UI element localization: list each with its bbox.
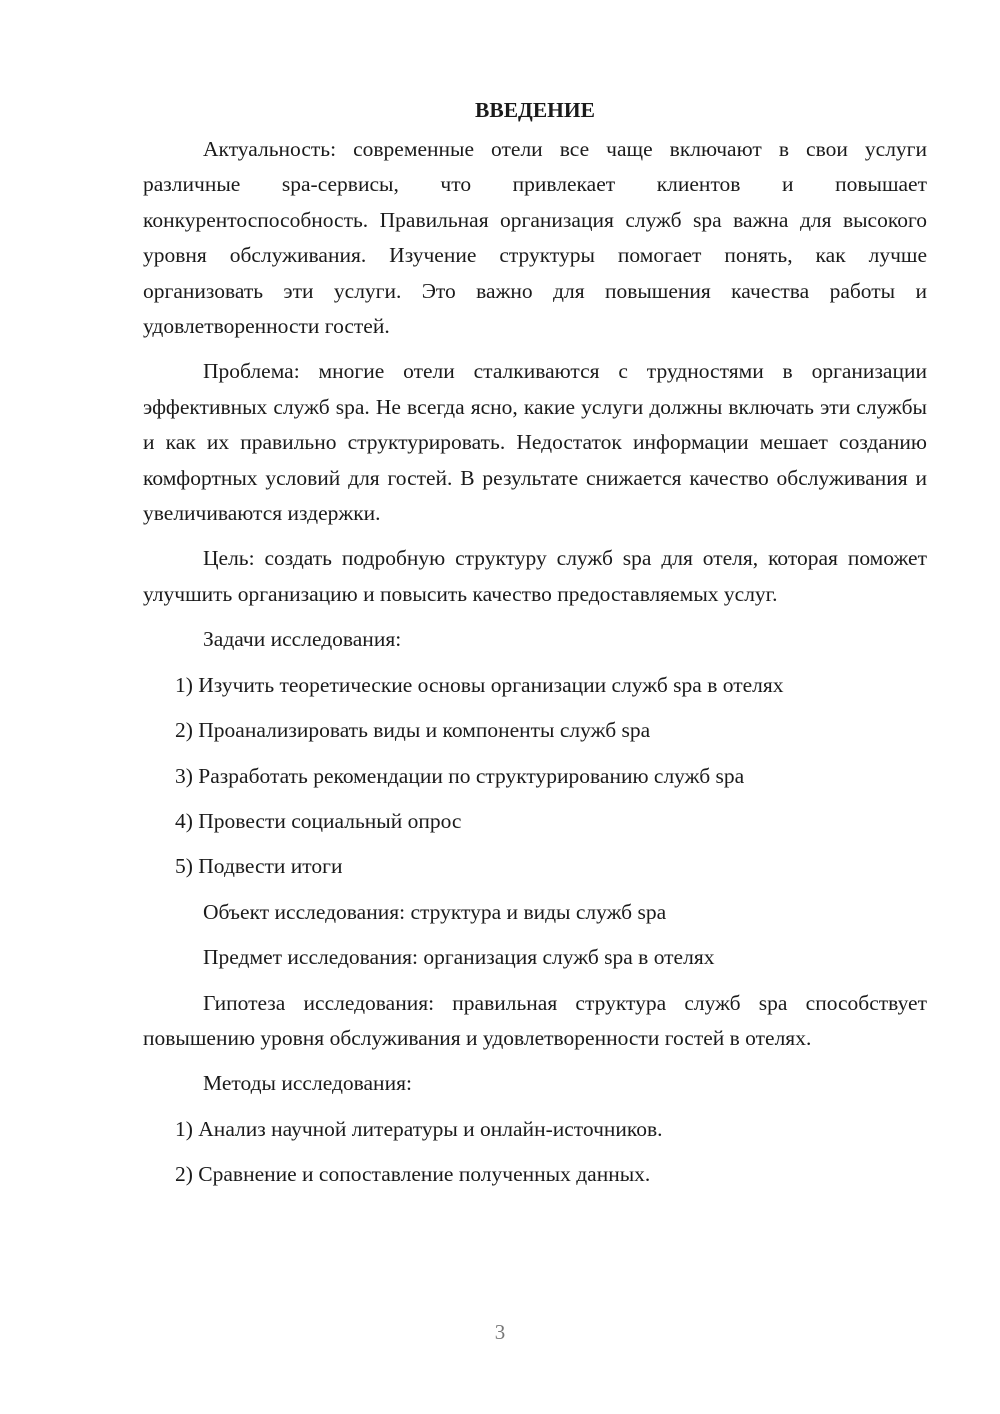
page-number: 3 <box>494 1320 506 1344</box>
goal-paragraph: Цель: создать подробную структуру служб spa для отеля, которая поможет улучшить организацию и повысить качество предоставляемых услуг. <box>143 546 927 606</box>
task-item-1: 1) Изучить теоретические основы организации служб spa в отелях <box>175 672 784 697</box>
object-paragraph: Объект исследования: структура и виды служб spa <box>203 899 667 924</box>
problem-paragraph: Проблема: многие отели сталкиваются с трудностями в организации эффективных служб spa. Не всегда ясно, какие услуги должны включать эти службы и как их правильно структурировать. Недостаток информации мешает созданию комфортных условий для гостей. В результате снижается качество обслуживания и увеличиваются издержки. <box>143 359 927 526</box>
section-title: ВВЕДЕНИЕ <box>475 98 595 122</box>
hypothesis-paragraph: Гипотеза исследования: правильная структура служб spa способствует повышению уровня обслуживания и удовлетворенности гостей в отелях. <box>143 990 927 1050</box>
task-item-5: 5) Подвести итоги <box>175 854 343 879</box>
task-item-3: 3) Разработать рекомендации по структурированию служб spa <box>175 763 745 788</box>
methods-heading: Методы исследования: <box>203 1071 412 1096</box>
task-item-2: 2) Проанализировать виды и компоненты служб spa <box>175 718 651 743</box>
tasks-heading: Задачи исследования: <box>203 627 402 652</box>
relevance-paragraph: Актуальность: современные отели все чаще включают в свои услуги различные spa-сервисы, что привлекает клиентов и повышает конкурентоспособность. Правильная организация служб spa важна для высокого уровня обслуживания. Изучение структуры помогает понять, как лучше организовать эти услуги. Это важно для повышения качества работы и удовлетворенности гостей. <box>143 137 927 339</box>
method-item-1: 1) Анализ научной литературы и онлайн-источников. <box>175 1116 663 1141</box>
method-item-2: 2) Сравнение и сопоставление полученных данных. <box>175 1162 651 1187</box>
task-item-4: 4) Провести социальный опрос <box>175 808 462 833</box>
document-page <box>143 92 927 1203</box>
subject-paragraph: Предмет исследования: организация служб spa в отелях <box>203 945 715 970</box>
